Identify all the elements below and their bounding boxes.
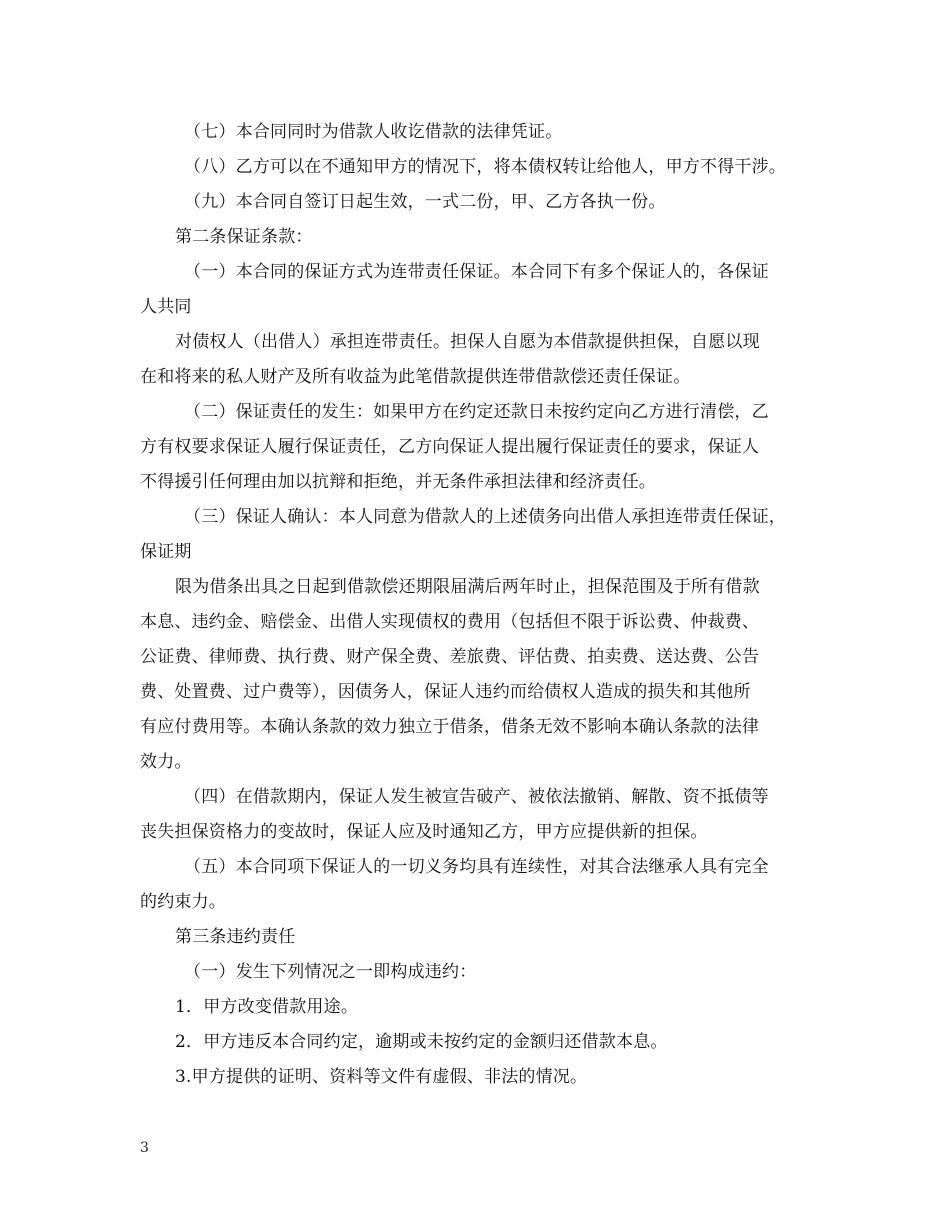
document-body xyxy=(140,115,825,1095)
text-line: 对债权人（出借人）承担连带责任。担保人自愿为本借款提供担保，自愿以现 xyxy=(175,332,760,352)
text-line: 限为借条出具之日起到借款偿还期限届满后两年时止，担保范围及于所有借款 xyxy=(175,577,760,597)
text-line: 的约束力。 xyxy=(140,892,226,912)
text-line: （二）保证责任的发生：如果甲方在约定还款日未按约定向乙方进行清偿，乙 xyxy=(184,402,769,422)
text-line: 公证费、律师费、执行费、财产保全费、差旅费、评估费、拍卖费、送达费、公告 xyxy=(140,647,760,667)
text-line: 效力。 xyxy=(140,752,192,772)
text-line: 方有权要求保证人履行保证责任，乙方向保证人提出履行保证责任的要求，保证人 xyxy=(140,437,760,457)
text-line: （九）本合同自签订日起生效，一式二份，甲、乙方各执一份。 xyxy=(184,192,666,212)
text-line: 丧失担保资格力的变故时，保证人应及时通知乙方，甲方应提供新的担保。 xyxy=(140,822,708,842)
page-number: 3 xyxy=(140,1140,149,1156)
text-line: 第二条保证条款： xyxy=(175,227,313,247)
text-line: 有应付费用等。本确认条款的效力独立于借条，借条无效不影响本确认条款的法律 xyxy=(140,717,760,737)
text-line: （一）本合同的保证方式为连带责任保证。本合同下有多个保证人的，各保证 xyxy=(184,262,769,282)
text-line: 1．甲方改变借款用途。 xyxy=(175,997,359,1017)
text-line: 人共同 xyxy=(140,297,192,317)
text-line: 3.甲方提供的证明、资料等文件有虚假、非法的情况。 xyxy=(175,1067,588,1087)
text-line: 保证期 xyxy=(140,542,192,562)
text-line: （三）保证人确认：本人同意为借款人的上述债务向出借人承担连带责任保证， xyxy=(184,507,786,527)
text-line: （四）在借款期内，保证人发生被宣告破产、被依法撤销、解散、资不抵债等 xyxy=(184,787,769,807)
text-line: 2．甲方违反本合同约定，逾期或未按约定的金额归还借款本息。 xyxy=(175,1032,668,1052)
text-line: 在和将来的私人财产及所有收益为此笔借款提供连带借款偿还责任保证。 xyxy=(140,367,691,387)
text-line: 第三条违约责任 xyxy=(175,927,296,947)
text-line: 费、处置费、过户费等），因债务人，保证人违约而给债权人造成的损失和其他所 xyxy=(140,682,751,702)
text-line: （五）本合同项下保证人的一切义务均具有连续性，对其合法继承人具有完全 xyxy=(184,857,769,877)
text-line: （七）本合同同时为借款人收讫借款的法律凭证。 xyxy=(184,122,563,142)
text-line: （一）发生下列情况之一即构成违约： xyxy=(184,962,477,982)
text-line: 不得援引任何理由加以抗辩和拒绝，并无条件承担法律和经济责任。 xyxy=(140,472,656,492)
text-line: 本息、违约金、赔偿金、出借人实现债权的费用（包括但不限于诉讼费、仲裁费、 xyxy=(140,612,760,632)
text-line: （八）乙方可以在不通知甲方的情况下，将本债权转让给他人，甲方不得干涉。 xyxy=(184,157,786,177)
